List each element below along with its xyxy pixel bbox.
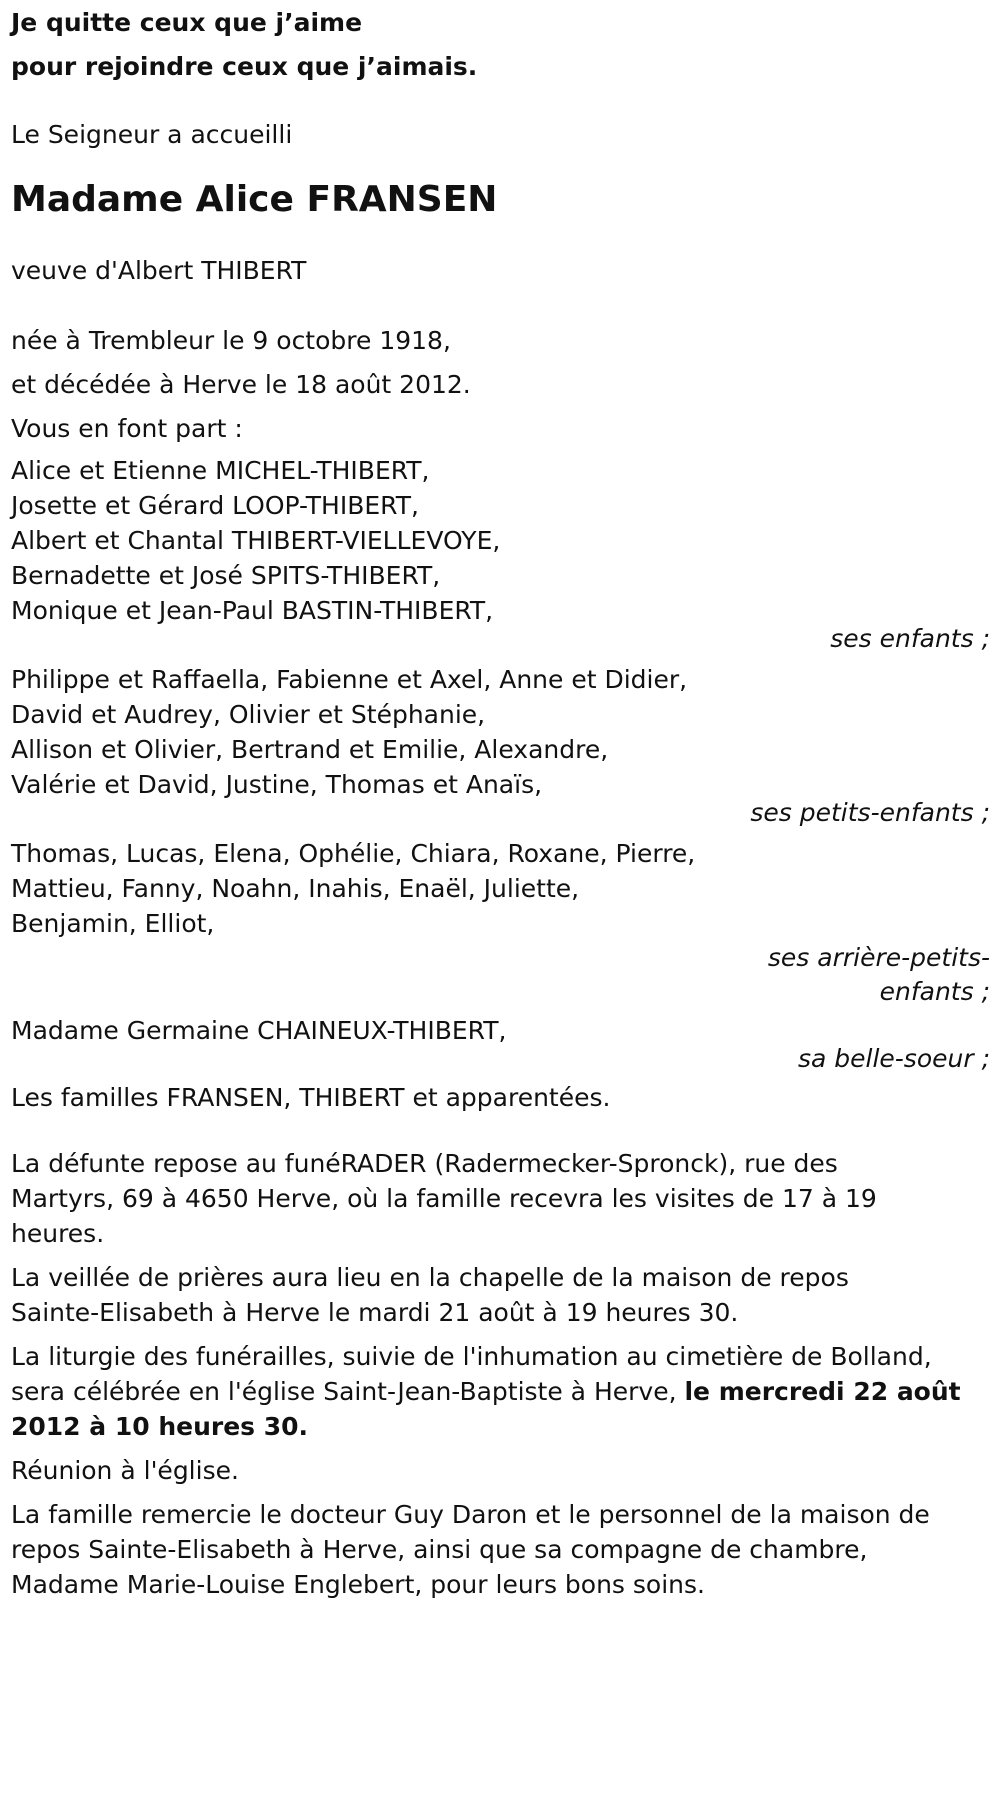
grandchildren-line: Philippe et Raffaella, Fabienne et Axel, Anne et Didier, [11, 665, 688, 694]
great-grandchildren-line: Mattieu, Fanny, Noahn, Inahis, Enaël, Juliette, [11, 874, 580, 903]
deceased-name: Madame Alice FRANSEN [11, 179, 498, 220]
grandchildren-role: ses petits-enfants ; [750, 798, 990, 827]
children-line: Monique et Jean-Paul BASTIN-THIBERT, [11, 596, 494, 625]
vigil-line: La veillée de prières aura lieu en la chapelle de la maison de repos [11, 1263, 849, 1292]
children-line: Josette et Gérard LOOP-THIBERT, [11, 491, 419, 520]
great-grandchildren-block [11, 836, 990, 1009]
funeral-line-2-text: sera célébrée en l'église Saint-Jean-Baptiste à Herve, [11, 1377, 685, 1406]
grandchildren-line: Valérie et David, Justine, Thomas et Anaïs, [11, 770, 543, 799]
death-line: et décédée à Herve le 18 août 2012. [11, 370, 471, 399]
grandchildren-block [11, 662, 990, 830]
great-grandchildren-line: Thomas, Lucas, Elena, Ophélie, Chiara, Roxane, Pierre, [11, 839, 696, 868]
vigil-line: Sainte-Elisabeth à Herve le mardi 21 août à 19 heures 30. [11, 1298, 739, 1327]
epigraph-line-2: pour rejoindre ceux que j’aimais. [11, 52, 478, 81]
children-line: Alice et Etienne MICHEL-THIBERT, [11, 456, 430, 485]
epigraph-line-1: Je quitte ceux que j’aime [11, 8, 363, 37]
birth-line: née à Trembleur le 9 octobre 1918, [11, 326, 451, 355]
sister-in-law-role: sa belle-soeur ; [797, 1044, 990, 1073]
children-line: Albert et Chantal THIBERT-VIELLEVOYE, [11, 526, 501, 555]
repose-line: Martyrs, 69 à 4650 Herve, où la famille recevra les visites de 17 à 19 [11, 1184, 877, 1213]
repose-line: La défunte repose au funéRADER (Radermecker-Spronck), rue des [11, 1149, 838, 1178]
sister-in-law-block [11, 1013, 990, 1076]
children-block [11, 453, 990, 656]
intro-line: Le Seigneur a accueilli [11, 120, 293, 149]
funeral-paragraph [11, 1339, 990, 1444]
thanks-line: repos Sainte-Elisabeth à Herve, ainsi que sa compagne de chambre, [11, 1535, 868, 1564]
grandchildren-line: David et Audrey, Olivier et Stéphanie, [11, 700, 486, 729]
funeral-line-2 [11, 1374, 990, 1409]
repose-line: heures. [11, 1219, 105, 1248]
families-line: Les familles FRANSEN, THIBERT et apparentées. [11, 1083, 611, 1112]
great-grandchildren-role-1: ses arrière-petits- [767, 943, 990, 972]
vigil-paragraph [11, 1260, 990, 1330]
meeting-line: Réunion à l'église. [11, 1456, 239, 1485]
spouse-line: veuve d'Albert THIBERT [11, 256, 307, 285]
funeral-time-bold: 2012 à 10 heures 30. [11, 1412, 309, 1441]
funeral-line-1: La liturgie des funérailles, suivie de l'inhumation au cimetière de Bolland, [11, 1342, 932, 1371]
grandchildren-line: Allison et Olivier, Bertrand et Emilie, Alexandre, [11, 735, 609, 764]
children-role: ses enfants ; [830, 624, 990, 653]
children-line: Bernadette et José SPITS-THIBERT, [11, 561, 441, 590]
great-grandchildren-line: Benjamin, Elliot, [11, 909, 215, 938]
thanks-line: Madame Marie-Louise Englebert, pour leurs bons soins. [11, 1570, 705, 1599]
great-grandchildren-role-2: enfants ; [879, 977, 990, 1006]
thanks-paragraph [11, 1497, 990, 1602]
announce-line: Vous en font part : [11, 414, 243, 443]
thanks-line: La famille remercie le docteur Guy Daron et le personnel de la maison de [11, 1500, 930, 1529]
funeral-date-bold: le mercredi 22 août [684, 1377, 961, 1406]
sister-in-law-line: Madame Germaine CHAINEUX-THIBERT, [11, 1016, 507, 1045]
repose-paragraph [11, 1146, 990, 1251]
